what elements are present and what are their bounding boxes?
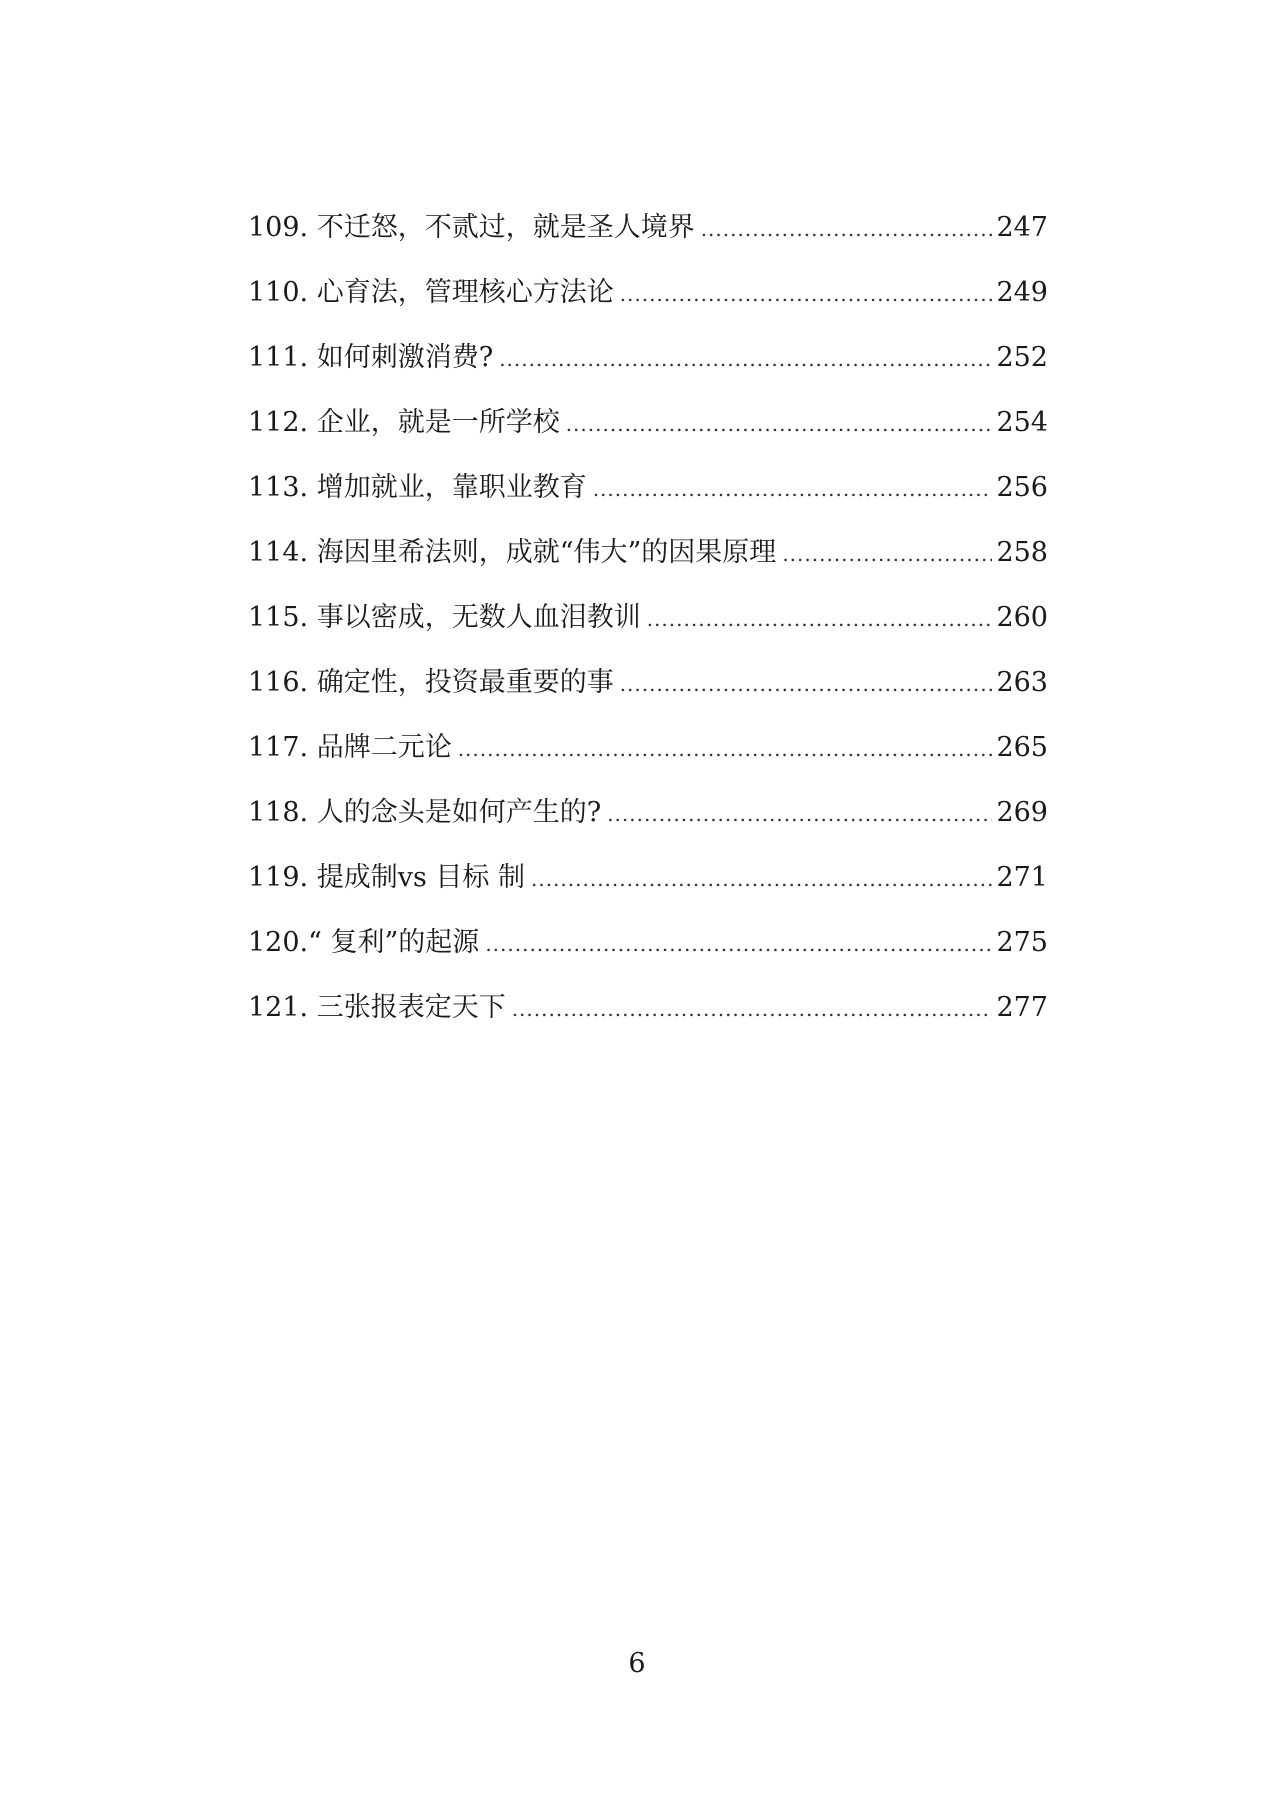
toc-leader-dots (620, 664, 993, 704)
table-of-contents (248, 208, 1048, 1053)
toc-leader-dots (593, 469, 993, 509)
toc-entry-title: 111. 如何刺激消费? (248, 342, 494, 373)
toc-entry-title: 112. 企业，就是一所学校 (248, 407, 560, 438)
toc-entry-page: 254 (996, 407, 1048, 438)
toc-entry-page: 258 (996, 537, 1048, 568)
toc-leader-dots (566, 404, 993, 444)
toc-leader-dots (485, 924, 992, 964)
toc-entry-title: 121. 三张报表定天下 (248, 992, 506, 1023)
toc-entry[interactable] (248, 923, 1048, 988)
toc-entry-title: 119. 提成制vs 目标 制 (248, 862, 525, 893)
toc-leader-dots (620, 274, 993, 314)
toc-entry[interactable] (248, 338, 1048, 403)
toc-entry-page: 256 (996, 472, 1048, 503)
toc-leader-dots (512, 989, 993, 1029)
toc-leader-dots (701, 209, 993, 249)
toc-entry-page: 265 (996, 732, 1048, 763)
toc-entry[interactable] (248, 728, 1048, 793)
toc-entry-title: 109. 不迁怒，不贰过，就是圣人境界 (248, 212, 695, 243)
toc-entry-page: 260 (996, 602, 1048, 633)
page-number: 6 (628, 1648, 646, 1679)
toc-entry[interactable] (248, 403, 1048, 468)
toc-entry-page: 249 (996, 277, 1048, 308)
toc-entry[interactable] (248, 208, 1048, 273)
toc-entry-title: 110. 心育法，管理核心方法论 (248, 277, 614, 308)
toc-entry-title: 117. 品牌二元论 (248, 732, 452, 763)
toc-entry[interactable] (248, 533, 1048, 598)
toc-entry-title: 118. 人的念头是如何产生的? (248, 797, 602, 828)
toc-entry-title: 120.“ 复利”的起源 (248, 927, 480, 958)
toc-entry[interactable] (248, 598, 1048, 663)
toc-entry-title: 115. 事以密成，无数人血泪教训 (248, 602, 641, 633)
toc-leader-dots (647, 599, 993, 639)
toc-leader-dots (531, 859, 992, 899)
toc-leader-dots (607, 794, 992, 834)
toc-entry[interactable] (248, 858, 1048, 923)
toc-entry[interactable] (248, 273, 1048, 338)
toc-entry-page: 252 (996, 342, 1048, 373)
toc-entry[interactable] (248, 468, 1048, 533)
toc-entry-title: 113. 增加就业，靠职业教育 (248, 472, 587, 503)
toc-entry-title: 116. 确定性，投资最重要的事 (248, 667, 614, 698)
toc-leader-dots (499, 339, 992, 379)
toc-entry-page: 269 (996, 797, 1048, 828)
toc-entry-page: 275 (996, 927, 1048, 958)
toc-entry-page: 247 (996, 212, 1048, 243)
toc-leader-dots (458, 729, 993, 769)
toc-entry-title: 114. 海因里希法则，成就“伟大”的因果原理 (248, 537, 777, 568)
toc-entry[interactable] (248, 663, 1048, 728)
toc-leader-dots (782, 534, 992, 574)
toc-entry[interactable] (248, 988, 1048, 1053)
toc-entry[interactable] (248, 793, 1048, 858)
toc-entry-page: 277 (996, 992, 1048, 1023)
toc-entry-page: 271 (996, 862, 1048, 893)
toc-entry-page: 263 (996, 667, 1048, 698)
